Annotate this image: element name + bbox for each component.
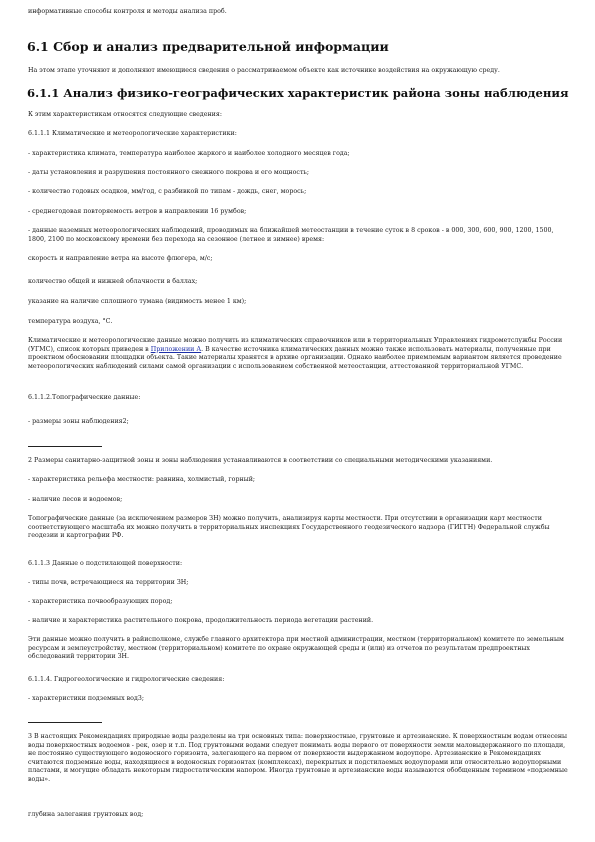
footnote-divider-2: [28, 722, 102, 723]
paragraph-climate-sources: [28, 337, 568, 371]
section-heading-6-1-1: 6.1.1 Анализ физико-географических характеристик района зоны наблюдения: [27, 86, 569, 100]
subsection-6-1-1-4: 6.1.1.4. Гидрогеологические и гидрологические сведения:: [28, 676, 225, 683]
bullet-zone-size: - размеры зоны наблюдения2;: [28, 418, 129, 425]
subsection-6-1-1-3: 6.1.1.3 Данные о подстилающей поверхности:: [28, 560, 183, 567]
bullet-soil-types: - типы почв, встречающиеся на территории ЗН;: [28, 579, 189, 586]
subsection-6-1-1-2: 6.1.1.2.Топографические данные:: [28, 394, 141, 401]
paragraph-soil-sources: Эти данные можно получить в райисполкоме, службе главного архитектора при местной администрации, местном (территориальном) комитете по земельным ресурсам и землеустройству, местном (территориальном) комитете по охране окружающей среды и (или) из отчетов по результатам предпроектных обследований территории ЗН.: [28, 636, 564, 661]
paragraph-intro: На этом этапе уточняют и дополняют имеющиеся сведения о рассматриваемом объекте как источнике воздействия на окружающую среду.: [28, 67, 500, 74]
climate-sources-text-2: . В качестве источника климатических данных можно также использовать материалы, полученные при проектном обосновании площадки объекта. Такие материалы хранятся в архиве организации. Однако наиболее приемлемым вариантом является проведение метеорологических наблюдений силами самой организации с использованием собственной метеостанции, аттестованной территориальной УГМС.: [28, 345, 562, 370]
section-heading-6-1: 6.1 Сбор и анализ предварительной информации: [27, 39, 389, 54]
meteo-wind-speed: скорость и направление ветра на высоте флюгера, м/с;: [28, 255, 213, 262]
bullet-groundwater: - характеристики подземных вод3;: [28, 695, 144, 702]
climate-sources-text-1: Климатические и метеорологические данные можно получить из климатических справочников или в территориальных Управлениях гидрометслужбы России (УГМС), список которых приведен в: [28, 337, 563, 353]
meteo-fog: указание на наличие сплошного тумана (видимость менее 1 км);: [28, 298, 247, 305]
bullet-vegetation: - наличие и характеристика растительного покрова, продолжительность периода вегетации растений.: [28, 617, 374, 624]
meteo-temperature: температура воздуха, °С.: [28, 318, 113, 325]
bullet-wind-rose: - среднегодовая повторяемость ветров в направлении 16 румбов;: [28, 208, 247, 215]
bullet-forests-waters: - наличие лесов и водоемов;: [28, 496, 123, 503]
groundwater-depth: глубина залегания грунтовых вод;: [28, 811, 144, 818]
footnote-divider: [28, 446, 102, 447]
subsection-6-1-1-1: 6.1.1.1 Климатические и метеорологические характеристики:: [28, 130, 237, 137]
footnote-2: 2 Размеры санитарно-защитной зоны и зоны наблюдения устанавливаются в соответствии со специальными методическими указаниями.: [28, 457, 493, 464]
bullet-parent-rock: - характеристика почвообразующих пород;: [28, 598, 173, 605]
footnote-3: 3 В настоящих Рекомендациях природные воды разделены на три основных типа: поверхностные, грунтовые и артезианские. К поверхностным водам отнесены воды поверхностных водоемов - рек, озер и т.п. Под грунтовыми водами следует понимать воды первого от поверхности земли маловыдержанного по площади, не постоянно существующего водоносного горизонта, залегающего на первом от поверхности выдержанном водоупоре. Артезианские в Рекомендациях считаются подземные воды, находящиеся в водоносных горизонтах (комплексах), перекрытых и подстилаемых водоупорами или относительно водоупорными пластами, и могущие обладать некоторым гидростатическим напором. Иногда грунтовые и артезианские воды называются обобщенным термином «подземные воды».: [28, 733, 568, 783]
appendix-a-link[interactable]: Приложении А: [150, 345, 202, 353]
meteo-cloudiness: количество общей и нижней облачности в баллах;: [28, 278, 198, 285]
bullet-snow-cover: - даты установления и разрушения постоянного снежного покрова и его мощность;: [28, 169, 309, 176]
bullet-meteo-observations: - данные наземных метеорологических наблюдений, проводимых на ближайшей метеостанции в течение суток в 8 сроков - в 000, 300, 600, 900, 1200, 1500, 1800, 2100 по московскому времени без перехода на сезонное (летнее и зимнее) время:: [28, 227, 554, 243]
bullet-relief: - характеристика рельефа местности: равнина, холмистый, горный;: [28, 476, 256, 483]
paragraph-characteristics: К этим характеристикам относятся следующие сведения:: [28, 111, 222, 118]
paragraph-topo-sources: Топографические данные (за исключением размеров ЗН) можно получить, анализируя карты местности. При отсутствии в организации карт местности соответствующего масштаба их можно получить в территориальных инспекциях Государственного геодезического надзора (ГИГГН) Федеральной службы геодезии и картографии РФ.: [28, 515, 550, 540]
intro-line: информативные способы контроля и методы анализа проб.: [28, 8, 227, 15]
bullet-precipitation: - количество годовых осадков, мм/год, с разбивкой по типам - дождь, снег, морось;: [28, 188, 307, 195]
bullet-climate: - характеристика климата, температура наиболее жаркого и наиболее холодного месяцев года;: [28, 150, 350, 157]
